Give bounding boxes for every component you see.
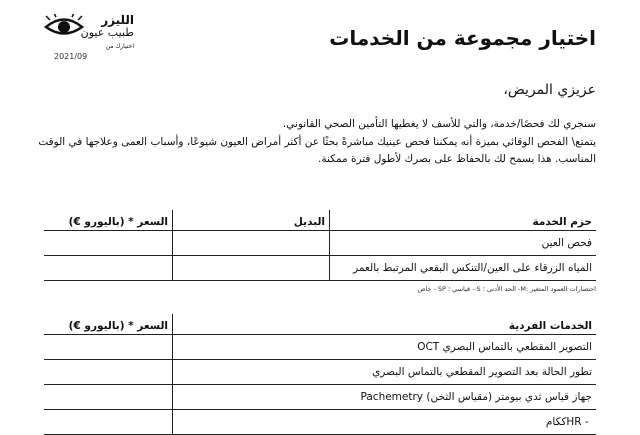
price-cell[interactable] [44, 256, 173, 281]
table-row [44, 385, 596, 410]
table-header-row [44, 314, 596, 335]
table-row [44, 231, 596, 256]
service-packages-table [44, 210, 596, 281]
logo-brand: الليزر [101, 13, 134, 27]
alternative-cell[interactable] [173, 256, 330, 281]
clinic-logo [44, 13, 134, 61]
price-cell[interactable] [44, 335, 173, 360]
document-date: 2021/09 [54, 52, 88, 61]
description-paragraph: يتمتع\ الفحص الوقائي بميزة أنه يمكننا فحص عينيك مباشرةً بحثًا عن أكثر أمراض العيون شيوعًا، وأسباب العمى وعلاجها في الوقت المناسب. هذا يسمح لك بالحفاظ على بصرك لأطول فترة ممكنة. [38, 136, 596, 165]
header-alternative: البديل [173, 210, 330, 231]
service-name: التصوير المقطعي بالتماس البصري OCT [173, 335, 597, 360]
table-row [44, 360, 596, 385]
individual-services-table [44, 314, 596, 435]
page-title: اختيار مجموعة من الخدمات [329, 26, 596, 50]
alternative-cell[interactable] [173, 231, 330, 256]
table-row [44, 335, 596, 360]
package-name: المياه الزرقاء على العين/التنكس البقعي المرتبط بالعمر [330, 256, 597, 281]
logo-subtitle: طبيب عيون [80, 26, 134, 39]
table-row [44, 256, 596, 281]
price-cell[interactable] [44, 385, 173, 410]
service-name: HR ‎- ‎ككام [173, 410, 597, 435]
table-row [44, 410, 596, 435]
header-price: السعر * (باليورو €) [44, 314, 173, 335]
service-name: جهاز قياس ثدي بيومتر (مقياس الثخن) Pachemetry [173, 385, 597, 410]
intro-paragraph: سنجري لك فحصًا/خدمة، والتي للأسف لا يغطيها التأمين الصحي القانوني. [282, 118, 596, 130]
header-price: السعر * (باليورو €) [44, 210, 173, 231]
abbreviations-note: اختصارات العمود المتغير :M- الحد الأدنى ؛ S - قياسي ؛ SP - خاص [417, 285, 596, 293]
table-header-row [44, 210, 596, 231]
price-cell[interactable] [44, 360, 173, 385]
logo-from: اختيارك من [105, 43, 134, 50]
eye-icon [44, 14, 84, 40]
header-individual-services: الخدمات الفردية [173, 314, 597, 335]
price-cell[interactable] [44, 410, 173, 435]
price-cell[interactable] [44, 231, 173, 256]
package-name: فحص العين [330, 231, 597, 256]
greeting: عزيزي المريض، [503, 82, 596, 98]
service-name: تطور الحالة بعد التصوير المقطعي بالتماس البصري [173, 360, 597, 385]
header-packages: حزم الخدمة [330, 210, 597, 231]
